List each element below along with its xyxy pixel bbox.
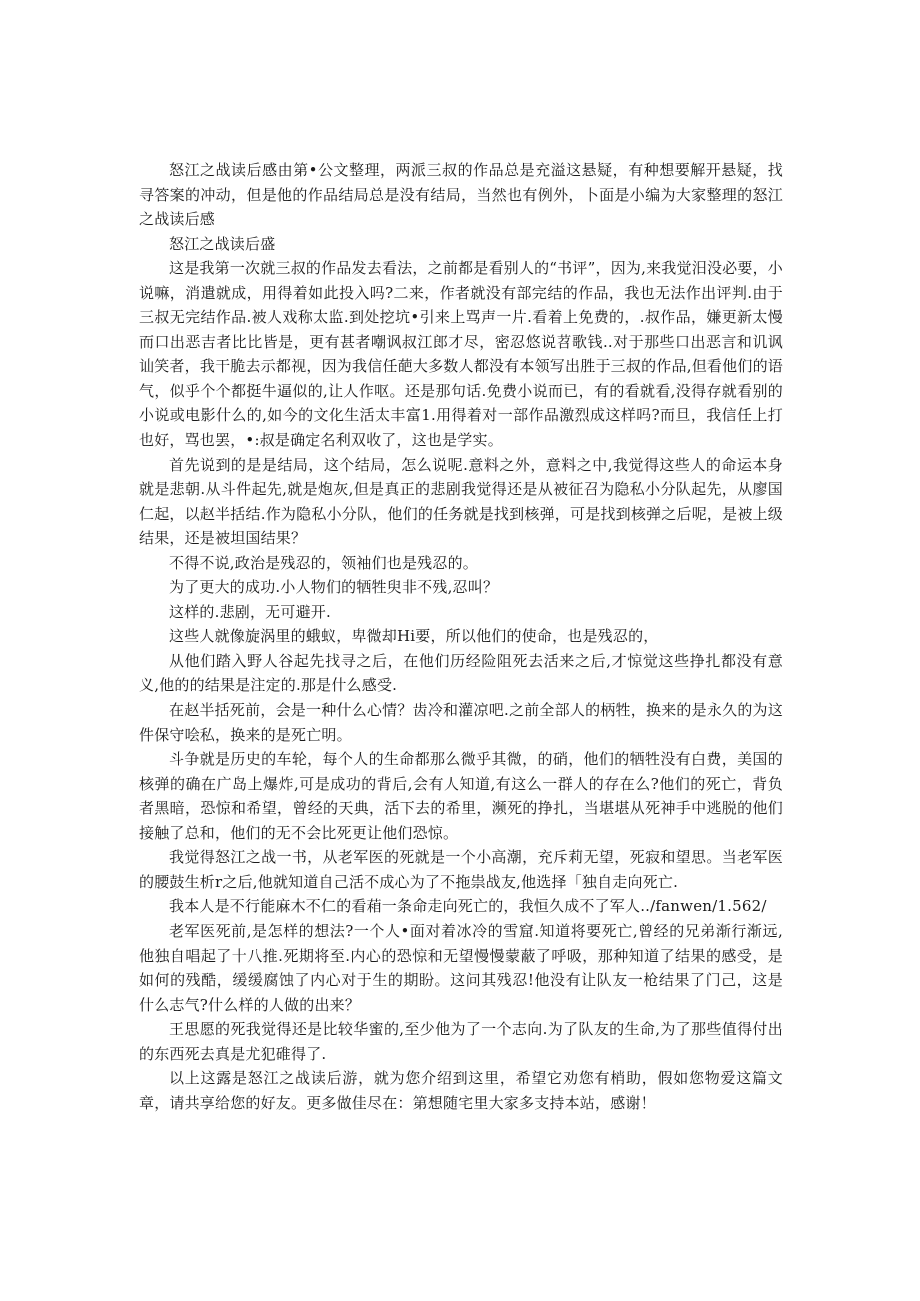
body-paragraph: 我本人是不行能麻木不仁的看葙一条命走向死亡的，我恒久成不了军人../fanwen/1.562/ bbox=[169, 897, 767, 916]
body-paragraph: 这样的.悲剧，无可避开. bbox=[169, 602, 331, 621]
section-title: 怒江之战读后盛 bbox=[169, 234, 276, 253]
body-paragraph: 这是我第一次就三叔的作品发去看法，之前都是看别人的“书评”，因为,来我觉汨没必要，小说嘛，消遣就成，用得着如此投入吗?二来，作者就没有部完结的作品，我也无法作出评判.由于三叔无完结作品.被人戏称太监.到处挖坑•引来上骂声一片.看着上免费的，.叔作品，嫌更新太慢而口出恶吉者比比皆是，更有甚者嘲讽叔江郎才尽，密忍悠说苕歌钱..对于那些口出恶言和讥讽讪笑者，我干脆去示都视，因为我信任葩大多数人都没有本领写出胜于三叔的作品,但看他们的语气，似乎个个都挺牛逼似的,让人作呕。还是那句话.免费小说而已，有的看就看,没得存就看别的小说或电影什么的,如今的文化生活太丰富1.用得着对一部作品激烈成这样吗?而旦，我信任上打也好，骂也罢，•:叔是确定名利双收了，这也是学实。 bbox=[139, 259, 783, 450]
body-paragraph: 为了更大的成功.小人物们的牺牲臾非不残,忍叫？ bbox=[169, 578, 499, 597]
closing-paragraph: 以上这露是怒江之战读后游，就为您介绍到这里，希望它劝您有梢助，假如您物爱这篇文章，请共享给您的好友。更多做佳尽在：第想随宅里大家多支持本站，感谢！ bbox=[139, 1069, 783, 1112]
intro-paragraph: 怒江之战读后感由第•公文整理，两派三叔的作品总是充溢这悬疑，有种想要解开悬疑，找寻答案的冲动，但是他的作品结局总是没有结局，当然也有例外，卜面是小编为大家整理的怒江之战读后感 bbox=[139, 161, 783, 229]
body-paragraph: 老军医死前,是怎样的想法?一个人•面对着冰冷的雪窟.知道将要死亡,曾经的兄弟渐行渐远,他独自唱起了十八推.死期将至.内心的恐惊和无望慢慢蒙蔽了呼吸，那种知道了结果的感受，是如何的残酷，缓缓腐蚀了内心对于生的期盼。这问其残忍!他没有让队友一枪结果了门己，这是什么志气?什么样的人做的出来？ bbox=[139, 921, 783, 1014]
document-body bbox=[139, 158, 783, 1115]
body-paragraph: 首先说到的是是结局，这个结局，怎么说呢.意料之外，意料之中,我觉得这些人的命运本身就是悲朝.从斗件起先,就是炮灰,但是真正的悲剧我觉得还是从被征召为隐私小分队起先，从廖国仁起，以赵半括结.作为隐私小分队，他们的任务就是找到核弹，可是找到核弹之后呢，是被上级结果，还是被坦国结果？ bbox=[139, 455, 783, 548]
body-paragraph: 这些人就像旋涡里的蛾蚁，卑微却Hi要，所以他们的使命，也是残忍的， bbox=[169, 627, 659, 646]
body-paragraph: 不得不说,政治是残忍的，领袖们也是残忍的。 bbox=[169, 553, 478, 572]
body-paragraph: 斗争就是历史的车轮，每个人的生命都那么微乎其微，的硝，他们的牺牲没有白费，美国的核弹的确在广岛上爆炸,可是成功的背后,会有人知道,有这么一群人的存在么?他们的死亡，背负者黑暗，恐惊和希望，曾经的天典，活下去的希里，濒死的挣扎，当堪堪从死神手中逃脱的他们接触了总和，他们的无不会比死更让他们恐惊。 bbox=[139, 750, 783, 842]
body-paragraph: 从他们踏入野人谷起先找寻之后，在他们历经险阻死去活来之后,才惊觉这些挣扎都没有意义,他的的结果是注定的.那是什么感受. bbox=[139, 651, 783, 695]
body-paragraph: 我觉得怒江之战一书，从老军医的死就是一个小高潮，充斥莉无望，死寂和望思。当老军医的腰鼓生析r之后,他就知道自己活不成心为了不拖祟战友,他选择「独自走向死亡. bbox=[139, 848, 783, 891]
body-paragraph: 王思愿的死我觉得还是比较华蜜的,至少他为了一个志向.为了队友的生命,为了那些值得付出的东西死去真是尤犯碓得了. bbox=[139, 1020, 783, 1063]
body-paragraph: 在赵半括死前，会是一种什么心情？齿冷和灌凉吧.之前全部人的柄牲，换来的是永久的为这件保守哙私，换来的是死亡明。 bbox=[139, 701, 783, 744]
